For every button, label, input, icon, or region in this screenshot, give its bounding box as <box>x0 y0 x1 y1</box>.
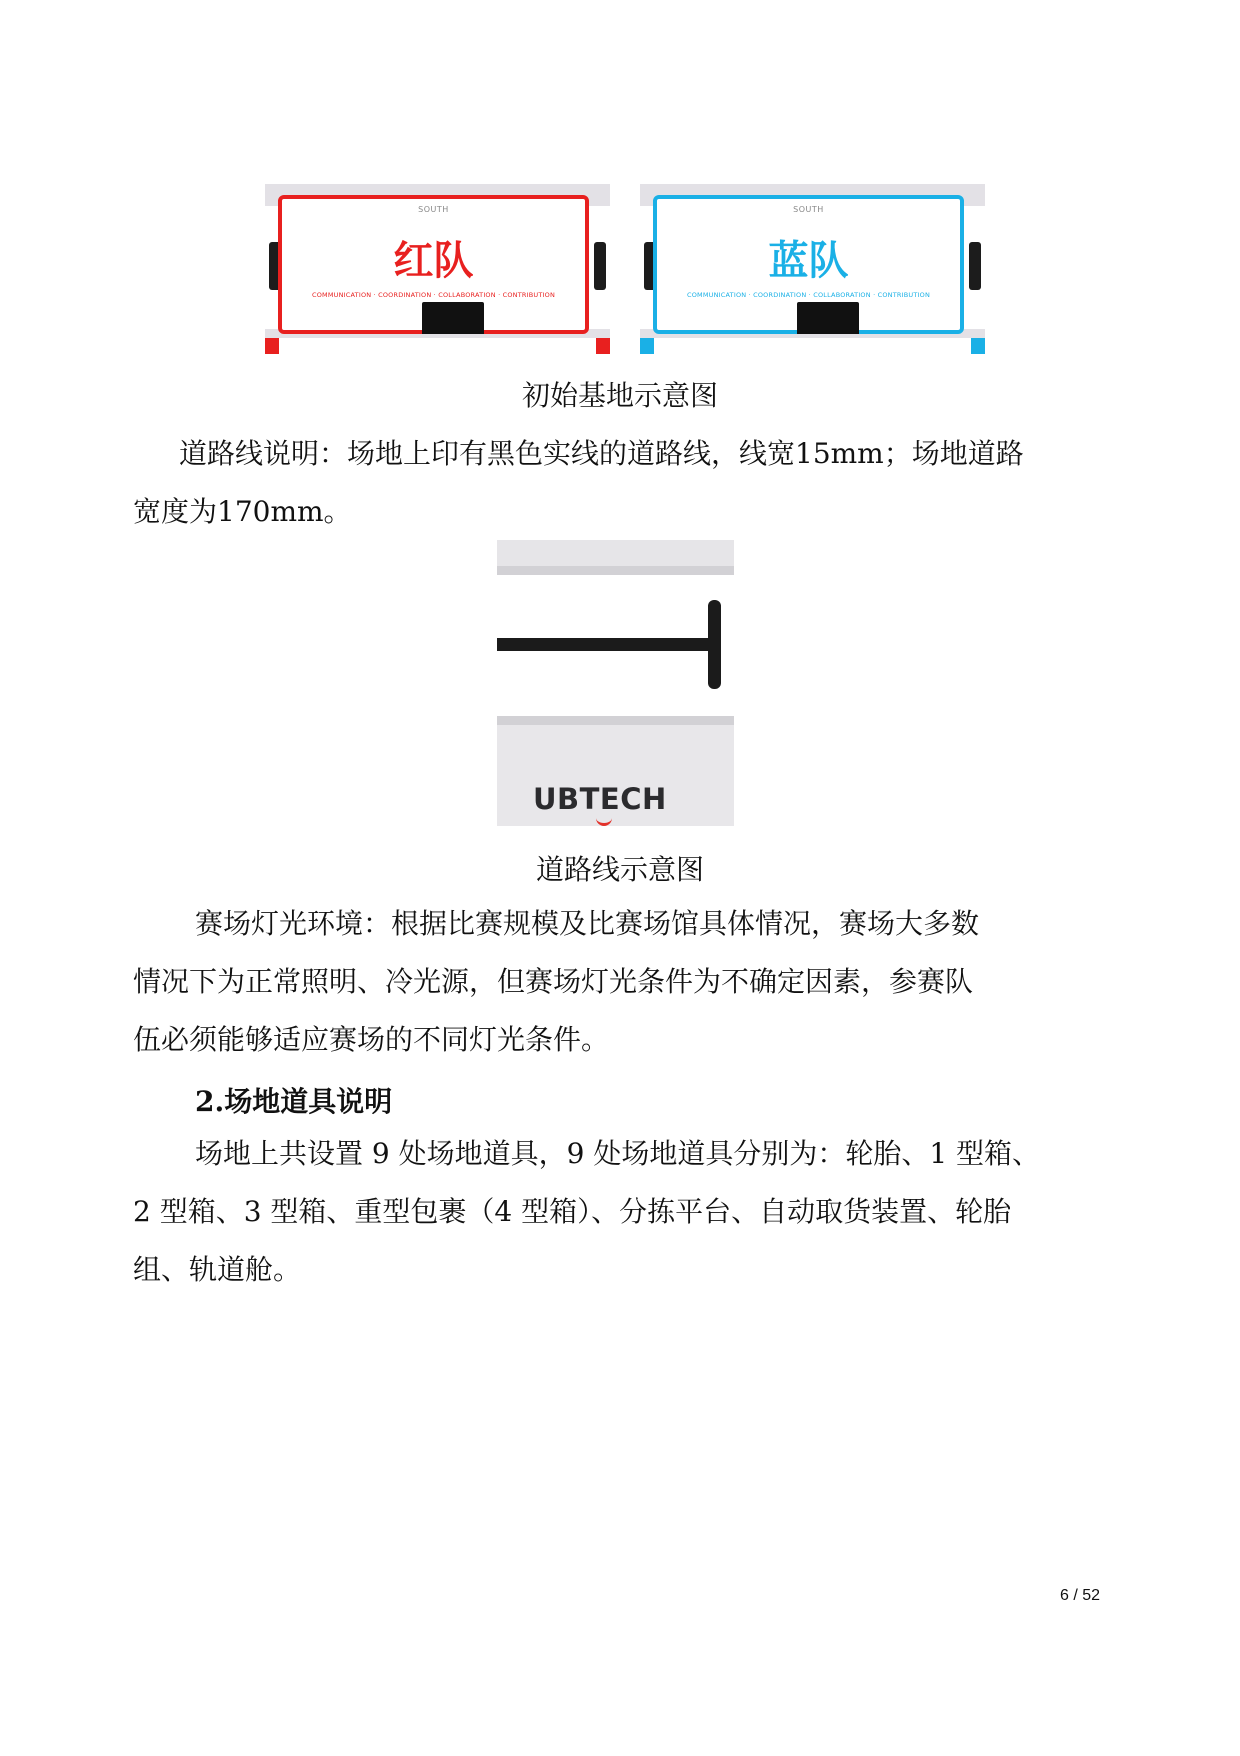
base-dock <box>797 302 859 334</box>
wheel-right-icon <box>594 242 606 290</box>
wheel-right-icon <box>969 242 981 290</box>
red-team-label: 红队 <box>393 238 474 284</box>
road-line-description <box>133 425 1113 541</box>
paragraph-line: 2 型箱、3 型箱、重型包裹（4 型箱）、分拣平台、自动取货装置、轮胎 <box>133 1195 1012 1228</box>
paragraph-line: 场地上共设置 9 处场地道具，9 处场地道具分别为：轮胎、1 型箱、 <box>195 1137 1041 1170</box>
field-band-edge <box>497 716 734 725</box>
south-label: SOUTH <box>418 205 449 214</box>
paragraph-line: 道路线说明：场地上印有黑色实线的道路线，线宽15mm；场地道路 <box>179 437 1024 470</box>
road-line-illustration <box>497 540 734 826</box>
paragraph-line: 伍必须能够适应赛场的不同灯光条件。 <box>133 1023 610 1056</box>
field-band <box>497 540 734 566</box>
lighting-paragraph <box>133 895 1113 1069</box>
blue-base-frame <box>653 195 964 334</box>
team-color-strip-right <box>596 338 610 354</box>
team-color-strip-left <box>640 338 654 354</box>
red-base-frame <box>278 195 589 334</box>
red-base-slogan: COMMUNICATION · COORDINATION · COLLABORATION · CONTRIBUTION <box>311 291 556 299</box>
blue-base-slogan: COMMUNICATION · COORDINATION · COLLABORATION · CONTRIBUTION <box>686 291 931 299</box>
paragraph-line: 组、轨道舱。 <box>133 1253 302 1286</box>
team-color-strip-left <box>265 338 279 354</box>
south-label: SOUTH <box>793 205 824 214</box>
paragraph-line: 宽度为170mm。 <box>133 495 352 528</box>
blue-team-label: 蓝队 <box>768 238 849 284</box>
paragraph-line: 赛场灯光环境：根据比赛规模及比赛场馆具体情况，赛场大多数 <box>195 907 980 940</box>
blue-base-illustration <box>640 184 985 354</box>
red-base-illustration <box>265 184 610 354</box>
page-number: 6 / 52 <box>1059 1587 1100 1604</box>
road-line-end-cap <box>708 600 721 689</box>
figure1-caption: 初始基地示意图 <box>521 379 718 412</box>
team-color-strip-right <box>971 338 985 354</box>
road-line-horizontal <box>497 638 719 651</box>
base-dock <box>422 302 484 334</box>
section-heading: 2.场地道具说明 <box>195 1085 393 1118</box>
props-paragraph <box>133 1125 1113 1299</box>
field-band-edge <box>497 566 734 575</box>
figure2-caption: 道路线示意图 <box>535 853 704 886</box>
ubtech-logo: UBTECH <box>533 782 667 816</box>
paragraph-line: 情况下为正常照明、冷光源，但赛场灯光条件为不确定因素，参赛队 <box>133 965 974 998</box>
